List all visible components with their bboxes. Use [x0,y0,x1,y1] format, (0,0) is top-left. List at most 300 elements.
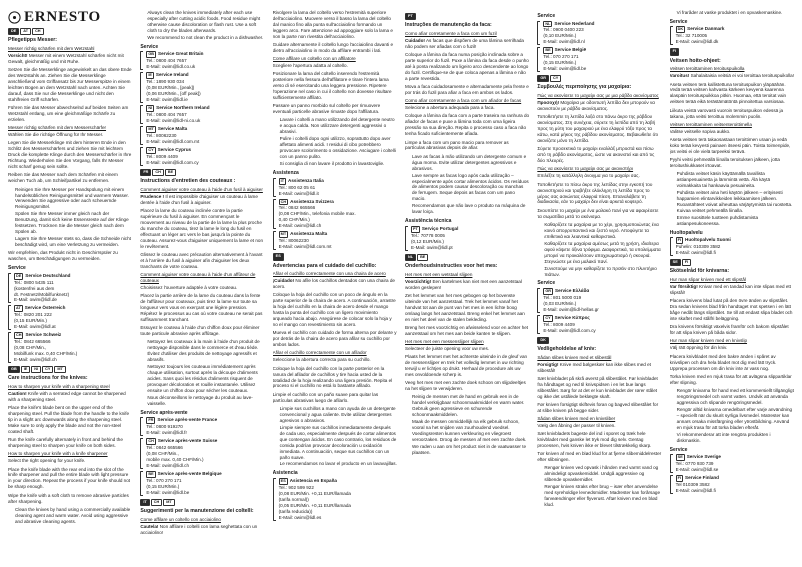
instruction-subheading: Veitsen teroittaminen teroituspuikolla [669,66,745,72]
care-tip-item: • Nous déconseillons le nettoyage du produit au lave-vaisselle. [147,395,264,407]
service-contact-details [543,288,598,313]
caution-label: Varoitus! [669,73,690,79]
instruction-paragraph [8,67,132,103]
page-column [537,10,661,561]
service-contact-box [140,126,264,145]
paragraph-text: Coloque a lâmina da faca com a parte traseira na ranhura do afiador de facas e puxe a lâmina toda com uma ligeira pressão na sua direção. Repita o processo caso a faca não tenha ficado suficientemente afiada. [405,113,530,137]
service-country-code: CH [148,439,154,444]
paragraph-text: Passare un panno morbido sul coltello per rimuovere eventuali particelle abrasive rimaste dopo l'affilatura. [272,103,381,115]
caution-label: Προσοχή! [537,100,560,106]
service-contact-line: Tel.: 0770 930 739 [675,460,714,466]
instruction-paragraph [8,405,132,435]
instruction-paragraph [273,357,397,363]
language-code-badge: NL [405,254,416,261]
care-tip-item: • Συνιστούμε να μην καθαρίζετε το προϊόν στο πλυντήριο πιάτων. [544,266,661,278]
service-contact-line: Tel.: 70778 0005 [411,232,445,238]
service-contact-line: (0,10 EUR/Min.) [543,33,577,39]
service-contact-line: E-Mail: owim@lidl.ie [146,97,188,103]
service-contact-details [411,226,458,251]
service-contact-line: Tel.: 902 599 922 [278,484,314,490]
language-code-badge: CY [42,366,53,373]
instruction-paragraph [537,173,661,179]
paragraph-text: Posizionare la lama del coltello inserendo l'estremità posteriore nella fessura dell'affilatore e tirare l'intera lama verso di sé esercitando una leggera pressione. Ripetere l'operazione nel caso in cui il coltello non dovesse risultare sufficientemente affilato. [272,71,392,101]
paragraph-text: Σύρετε προσεκτικά το μαχαίρι εναλλάξ μπροστά και πίσω από τη ράβδο ακονίσματος, ώστε να ακονιστεί και από τις δύο πλευρές. [537,146,655,164]
service-contact-box [8,332,132,363]
paragraph-text: Aseta veitsen terä takaosastaan teroittimen uraan ja vedä koko terää kevyesti painaen itseesi päin. Toista toimenpide, jos veitsi ei ole vielä tarpeeksi terävä. [669,136,791,154]
instruction-paragraph [273,278,397,290]
service-contact-line: (0,08 EUR/Min., [peak]) [146,85,195,91]
language-code-badge: CH [32,28,43,35]
service-bracket-icon [273,231,276,250]
paragraph-text: Välj rätt öppning för din kniv. [669,345,728,351]
instruction-paragraph [8,458,132,464]
language-section [273,10,397,250]
service-country [676,454,721,461]
paragraph-text: Placez la partie arrière de la lame du couteau dans la fente de l'affûteur pour couteaux, puis tirez la lame sur toute sa longueur vers vous en exerçant une légère pression. Répétez le processus au cas où votre couteau ne serait pas suffisamment tranchant. [140,292,263,322]
care-tip-list [670,10,794,16]
paragraph-text: Dra knivens försiktigt växelvis framför och bakom slipstålet för att slipa kniven på båda sidor. [669,324,789,336]
language-code-badge: GB [8,366,20,373]
caution-label: Voorzichtig! [405,278,432,284]
service-contact-box [273,199,397,230]
language-code-badge: MT [54,366,65,373]
service-heading: Service [537,13,556,19]
care-tip-list [670,388,794,444]
paragraph-text: Guidare alternamente il coltello lungo l'acciaiolino davanti e dietro all'acciaiolino in modo da affilare entrambi i lati. [272,42,394,53]
service-contact-box [537,47,661,72]
instruction-paragraph [273,292,397,328]
service-country-code: CY [545,315,551,320]
care-tip-item: • Always clean the knives immediately after each use especially after cutting acidic foods. Food residue might otherwise cause discoloration or flash rust. Use a soft cloth to dry the blades afterwards. [147,10,264,34]
service-heading: Service après-vente [140,409,188,416]
service-contact-box [670,237,794,256]
service-bracket-icon [273,178,276,197]
page-column [8,10,132,561]
service-contact-line: dt. Festnetz/Mobilfunknetz) [14,291,70,297]
service-contact-line: (0,08 CHF/Min., telefonia mobile max. [278,211,356,217]
instruction-paragraph [670,129,794,135]
instruction-paragraph [537,146,661,164]
care-tip-list [405,394,529,456]
paragraph-text: Zet het lemmet van het mes gebogen op het bovenste uiteinde van het aanzetstaal. Trek het lemmet vanaf het handvat tot aan de punt van het mes in een lichte boog omlaag langs het aanzetstaal. Breng enkel het lemmet aan en niet het deel van de stalen bekleding. [405,292,525,322]
service-country [14,332,77,339]
service-bracket-icon [670,26,673,45]
service-country-code: NL [545,21,551,26]
service-country-code: DK [677,27,684,32]
service-contact-details [14,305,65,330]
service-bracket-icon [273,199,276,230]
service-contact-box [140,438,264,469]
service-bracket-icon [140,51,143,70]
service-heading: Service [669,446,688,453]
care-tip-item: • Reinigen Sie Ihre Messer per Handspülung mit einem handelsüblichen Reinigungsmittel und warmem Wasser. Verwenden Sie aggressive oder auch scheuernde Reinigungsmittel. [15,187,132,211]
instruction-paragraph [140,293,264,323]
service-contact-box [8,305,132,330]
language-code-badges [8,366,132,373]
paragraph-text: Select the right opening for your knife. [8,458,86,464]
service-country [543,288,598,295]
instruction-paragraph [8,437,132,449]
care-tip-item: • Puhdista veitset käsin käyttämällä tavallista astianpesuainetta ja lämmintä vettä. Älä käytä voimakkaita tai hankaavia pesuaineita. [677,171,794,189]
paragraph-text: Aseta veitsen terä kallistettuna teroituspuikon yläpäähän. Vedä terää veitsen kahvasta kärkeen kevyenä kaarenna alaspäin teroituspuikkoa pitkin. Huomaa, että teroitat vain veitsen terää eikä terästämätöntä pinnoitettua varsiosaa. [669,81,787,105]
instruction-paragraph [140,252,264,270]
paragraph-text: Σκουπίστε το μαχαίρι με ένα μαλακό πανί για να αφαιρέσετε τα σωματίδια μετά το ακόνισμα. [537,207,659,219]
service-country-name: Service Ελλάδα [555,287,590,293]
care-tip-item: • Reinig de messen met de hand en gebruik een in de handel verkrijgbaar schoonmaakmiddel en warm water. Gebruik geen agressieve en schurende schoonmaakmiddelen. [412,394,529,418]
service-bracket-icon [140,126,143,145]
service-contact-details [676,26,725,45]
paragraph-text: Selecteer de juiste opening voor uw mes. [405,345,490,351]
language-code-badge: AT [20,28,31,35]
page-column [140,10,264,561]
care-tip-item: • We raden u aan om het product niet in de vaatwasser te plaatsen. [412,444,529,456]
service-country-name: Service België [554,47,587,53]
language-code-badge: CH [152,169,163,176]
service-heading: Service [537,280,556,287]
service-contact-details [146,417,217,436]
service-contact-details [279,199,356,230]
instruction-paragraph [670,108,794,120]
instruction-paragraph [537,376,661,400]
service-contact-box [670,475,794,494]
service-contact-details [279,478,351,521]
paragraph-text: Il est impossible d'aiguiser un couteau à lame dentée à l'aide d'un fusil à aiguiser. [140,193,258,205]
service-contact-line: (0,08 CHF/Min., [146,450,179,456]
care-tip-list [537,222,661,278]
service-contact-line: E-Mail: owim@lidl.com.cy [543,327,596,333]
caution-label: Prudence ! [140,193,165,199]
language-section [405,254,529,456]
service-contact-line: E-Mail: owim@lidl.ch [14,357,57,363]
service-contact-line: Tel.: 070 270 171 [543,54,579,60]
paragraph-text: Coloque la hoja del cuchillo con la parte posterior en la ranura del afilador de cuchillos y tire hacia usted de la totalidad de la hoja realizando una ligera presión. Repita el proceso si el cuchillo no está lo bastante afilado. [272,365,393,389]
service-country [146,72,200,79]
service-country-name: Assistenza Italia [288,177,324,183]
service-country-name: Service Danmark [687,26,725,32]
language-code-badges [537,75,661,82]
paragraph-text: Επιλέξτε τη κατάλληλη άνοιγμα για το μαχαίρι σας. [537,173,640,179]
service-country-code: CH [16,333,22,338]
section-title: Pflegetipps Messer: [8,37,58,44]
language-section [8,265,132,363]
caution-label: Vorsicht! [8,53,28,59]
care-tip-item: • Clean the knives by hand using a commercially available cleaning agent and warm water. Avoid using aggressive and abrasive cleaning agents. [15,507,132,525]
service-contact-line: Tel.: 070 270 171 [146,477,182,483]
language-code-badges [140,499,264,506]
service-contact-line: Tel.: 0842 665566 [14,339,51,345]
service-country-code: BE [148,471,154,476]
paragraph-text: Τοποθετήστε το πίσω άκρο της λεπίδας στην εγκοπή του ακονιστηριού και τραβήξτε ολόκληρη τη λεπίδα προς το μέρος σας ασκώντας ελαφριά πίεση. Επαναλάβετε τη διαδικασία, εάν το μαχαίρι δεν είναι αρκετά κοφτερό. [537,181,653,205]
language-code-badge: FR [140,169,151,176]
language-section [537,337,661,508]
service-contact-line: (0,15 EUR/Min.) [14,318,47,324]
service-country-name: Service Schweiz [25,332,62,338]
service-contact-details [146,72,200,103]
service-contact-line: (kostenfrei aus dem [14,285,55,291]
paragraph-text: Scegliere l'apertura adatta al coltello. [272,63,348,69]
service-country [543,315,595,322]
service-contact-line: E-Mail: owim@lidl.se [675,466,719,472]
language-section [140,169,264,496]
service-contact-box [537,288,661,313]
language-code-badges [140,169,264,176]
service-contact-box [273,478,397,521]
instruction-paragraph [405,354,529,378]
care-tip-item: • Le recomendamos no lavar el producto en un lavavajillas. [280,461,397,467]
instruction-paragraph [537,114,661,144]
care-tip-list [140,10,264,41]
paragraph-text: No afile los cuchillos dentados con una chaira de acero. [272,278,395,290]
service-country [146,471,221,478]
service-contact-line: E-Mail: owim@lidl-ni.co.uk [146,117,201,123]
service-contact-line: 0,40 CHF/Min.) [278,217,310,223]
instruction-paragraph [670,354,794,372]
service-contact-details [279,178,324,197]
instruction-paragraph [273,392,397,404]
service-country-name: Service Österreich [24,305,66,311]
language-code-badge: ES [273,253,284,260]
care-tip-item: • Rengør kniven straks efter brug – især efter anvendelse med syreholdige levnedsmidler. Madrester kan forårsage farveændringer eller flyverust. Aftør kniven med en blød klud. [544,484,661,508]
section-title: Suggerimenti per la manutenzione dei coltelli: [140,508,254,514]
service-country-name: Assistenza Svizzera [290,198,334,204]
care-tip-item: • Limpie sus cuchillos a mano con ayuda de un detergente convencional y agua caliente. Evite utilizar detergentes agresivos o abrasivos. [280,406,397,424]
instruction-paragraph [140,325,264,337]
service-contact-details [14,332,77,363]
service-bracket-icon [140,471,143,496]
service-contact-line: E-Mail: owim@lidl.ch [278,223,322,229]
language-section [670,259,794,494]
service-contact-line: E-Mail: owim@lidl.fi [675,250,716,256]
language-code-badge: PT [405,13,416,20]
service-contact-details [676,237,731,256]
service-contact-details [14,273,70,304]
service-contact-details [146,51,203,70]
paragraph-text: Tør kniven af med en blød klud for at fjerne slibemiddelrester efter slibningen. [537,451,662,463]
service-country-code: CY [148,147,154,152]
service-contact-box [140,471,264,496]
care-tip-list [273,406,397,468]
care-tip-list [8,507,132,525]
service-contact-details [146,105,209,124]
paragraph-text: Wipe the knife with a soft cloth to remove abrasive particles after sharpening. [8,492,129,504]
instruction-subheading: How to sharpen your knife with a knife sharpener [8,451,108,457]
paragraph-text: Place the knife's blade bent on the upper end of the sharpening steel. Pull the blade from the handle to the knife tip in a slight arc downwards along the sharpening steel. Make sure to only apply the blade and not the non-steel coated shaft. [8,405,130,435]
paragraph-text: Coloque a lâmina da faca numa posição inclinada sobre a parte superior do fuzil. Puxe a lâmina da faca desde o punho até à ponta realizando um ligeiro arco descendente ao longo do fuzil. Certifique-se de que coloca apenas a lâmina e não a parte revestida. [405,52,529,82]
paragraph-text: Knivar med en tandad kan inte slipas med ett slipstål! [669,284,791,296]
service-country-name: Assistenza Malta [290,231,328,237]
service-country-name: Service Κύπρος [554,314,590,320]
language-code-badge: DK [537,337,548,344]
service-country-name: Service après-vente Belgique [157,470,222,476]
instruction-subheading: Como afiar corretamente a faca com um fuzil [405,31,497,37]
caution-label: Cautela! [140,523,159,529]
instruction-paragraph [537,431,661,449]
instruction-paragraph [537,402,661,414]
section-title: Instructions d'entretien des couteaux : [140,177,236,184]
service-contact-line: Tel.: 0900 0400 223 [543,27,584,33]
caution-label: Forsigtig! [537,361,559,367]
service-contact-line: Tel.: 8009 4409 [146,153,178,159]
care-tip-item: • Maak de messen onmiddellijk na elk gebruik schoon, vooral na het snijden van zuurhoudend voedsel. Voedingsresten kunnen verkleuring en vliegroest veroorzaken. Droog de messen af met een zachte doek. [412,419,529,443]
instruction-paragraph [670,284,794,296]
paragraph-text: Limpe a faca com um pano macio para remover as partículas abrasivas depois de afiar. [405,139,509,151]
instruction-paragraph [273,103,397,115]
language-section [670,10,794,45]
instruction-subheading: Afilar el cuchillo correctamente con un afilador [272,350,367,356]
page-column [670,10,794,561]
instruction-paragraph [537,208,661,220]
instruction-paragraph [670,374,794,386]
language-code-badge: FI [670,48,679,55]
instruction-paragraph [537,423,661,429]
instruction-paragraph [405,105,529,111]
service-country [543,47,586,54]
instruction-paragraph [405,380,529,392]
service-country-name: Service Deutschland [25,272,71,278]
instruction-subheading: Sådan slibes kniven med et slibestål [537,354,612,360]
care-tip-item: • Rengör knivarna för hand med ett kommersiellt tillgängligt rengöringsmedel och varmt vatten. Undvik att använda aggressiva och slipande rengöringsmedel. [677,388,794,406]
language-code-badges [273,253,397,260]
instruction-paragraph [140,194,264,206]
service-heading: Service [140,43,159,50]
section-title: Advertencias para el cuidado del cuchillo: [272,262,377,269]
care-tip-item: • Lave sempre as facas logo após cada utilização – especialmente após cortar alimentos ácidos. Os resíduos de alimentos podem causar descoloração ou manchas de ferrugem. Seque depois as facas com um pano macio. [412,173,529,203]
paragraph-text: Knive med bølgeskær kan ikke slibes med et slibestål! [537,361,651,373]
service-country-name: Service Northern Ireland [156,105,210,110]
care-tip-item: • Recomendamos que não lave o produto na máquina de lavar loiça. [412,203,529,215]
service-contact-details [146,471,221,496]
service-contact-line: E-Mail: owim@lidl.com.mt [146,138,200,144]
service-bracket-icon [140,438,143,469]
paragraph-text: Seleccione la abertura correcta para su cuchillo. [272,357,371,363]
instruction-subheading: Afilar el cuchillo correctamente con una chaira de acero [272,271,386,277]
language-section [405,13,529,251]
paragraph-text: Coloque la hoja del cuchillo con un poco de ángulo en la parte superior de la chaira de acero. A continuación, arrastre la hoja del cuchillo en la chaira de acero desde el mango hasta la punta del cuchillo con un ligero movimiento arqueado hacia abajo. Asegúrese de colocar solo la hoja y no el mango con revestimiento sin acero. [272,292,396,328]
service-bracket-icon [273,478,276,521]
service-contact-line: E-Mail: owim@lidl.be [146,489,190,495]
service-country-code: IE [148,73,152,78]
paragraph-text: Knife with a serrated edge cannot be sharpened with a sharpening steel. [8,391,126,403]
paragraph-text: Wählen Sie die richtige Öffnung für Ihr Messer. [8,132,104,138]
service-country [411,226,458,233]
service-contact-line: E-Mail: owim@lidl.co.uk [146,64,196,70]
ernesto-logo-icon [8,11,21,24]
service-contact-line: Tel.: 0800 404 7657 [146,111,187,117]
paragraph-text: Legen Sie die Messerklinge mit dem hinteren Ende in den Schlitz des Messerschärfers und ziehen Sie mit leichtem Druck die komplette Klinge durch den Messerschärfer in Ihre Richtung. Wiederholen Sie den Vorgang, falls Ihr Messer nicht scharf genug sein sollte. [8,140,132,170]
service-contact-line: E-Mail: owim@lidl.com.cy [146,159,199,165]
service-contact-line: Tel.: 80062230 [278,238,309,244]
service-contact-line: E-Mail: owim@lidl.ch [146,462,190,468]
care-tip-item: • We recommend to not clean the product in a dishwasher. [147,35,264,41]
care-tip-item: • Καθαρίζετε τα μαχαίρια με το χέρι, χρησιμοποιώντας ένα κοινό απορρυπαντικό και ζεστό νερό. Αποφύγετε τα επιθετικά και λειαντικά καθαριστικά. [544,222,661,240]
service-contact-details [146,438,217,469]
language-section [670,48,794,256]
language-section [8,366,132,525]
care-tip-item: • Vi fraråder at vaske produktet i en opvaskemaskine. [677,10,794,16]
paragraph-text: Torka kniven med en mjuk trasa för att avlägsna slippartiklar efter slipning. [669,373,792,385]
service-contact-details [146,147,198,166]
caution-label: ¡Cuidado! [272,278,295,284]
service-country [146,51,203,58]
service-country [279,231,332,238]
instruction-paragraph [537,451,661,463]
language-code-badges [670,259,794,266]
instruction-subheading: Het mes met een wetstaal slijpen [405,271,473,277]
service-contact-box [140,147,264,166]
caution-label: Cuidado! [405,38,425,44]
instruction-paragraph [670,137,794,155]
service-bracket-icon [670,237,673,256]
care-tip-item: • Si consiglia di non lavare il prodotto in lavastoviglie. [280,161,397,167]
paragraph-text: Mova a faca cuidadosamente e alternadamente pela frente e por trás do fuzil para afiar a faca em ambos os lados. [405,84,529,96]
instruction-subheading: Come affilare un coltello con un affilatore [272,56,356,62]
care-tip-item: • Pulire i coltelli dopo ogni utilizzo, soprattutto dopo aver affettato alimenti acidi. I residui di cibo potrebbero provocare scolorimento o ossidazione. Asciugare i coltelli con un panno pulito. [280,136,397,160]
instruction-paragraph [273,63,397,69]
paragraph-text: Plaats het lemmet met het achterste uiteinde in de gleuf van de messenslijper en trek het volledig lemmet in uw richting terwijl u er lichtjes op drukt. Herhaal de procedure als uw mes onvoldoende scherp is. [405,354,528,377]
language-code-badge: CH [151,499,162,506]
paragraph-text: Placera knivbladet med den bakre änden i spåret av knivslipen och dra hela bladet mot dig med lätt tryck. Upprepa processen om din kniv inte är vass nog. [669,353,777,371]
instruction-subheading: Hur man slipar kniven med ett slipstål [669,277,746,283]
care-tip-list [8,187,132,249]
service-bracket-icon [140,105,143,124]
service-contact-line: Tel.: 0820 201 222 [14,312,52,318]
service-contact-line: Tel.: 32 710005 [675,33,708,39]
language-section [273,253,397,520]
section-title: Veitsen hoito-ohjeet: [669,57,721,64]
care-tip-list [273,117,397,167]
service-country-code: SE [677,455,683,460]
language-code-badge: CY [550,75,561,82]
service-country [279,478,351,485]
service-bracket-icon [8,332,11,363]
paragraph-text: Messer mit einem Wetzstahl schärfen nicht mit Gewalt, gleichmäßig und mit Ruhe. [8,53,124,64]
service-country-code: GB [148,52,155,57]
service-contact-details [676,454,721,473]
service-contact-line: E-Mail: owim@lidl.fi [675,487,716,493]
service-heading: Asistencia [272,470,298,477]
service-contact-line: Tel.: 0800 919270 [146,424,183,430]
caution-label: Var försiktig! [669,284,698,290]
service-contact-line: E-Mail: owim@lidl.es [278,514,322,520]
paragraph-text: Een kartelmes kan niet met een aanzetstaal worden geslepen! [405,278,522,290]
service-contact-line: Tel.: 0800 404 7657 [146,58,187,64]
service-heading: Service [8,265,26,272]
service-contact-line: (0,08 CHF/Min., [14,345,47,351]
service-country-code: BE [545,48,551,53]
instruction-paragraph [8,105,132,123]
service-contact-box [670,454,794,473]
language-code-badge: GR [537,75,549,82]
service-country-name: Service après-vente France [157,417,218,423]
instruction-subheading: Het mes met een messenslijper slijpen [405,338,484,344]
instruction-subheading: Messer richtig schärfen mit dem Messerschärfer [8,125,107,131]
language-code-badge: MT [163,499,174,506]
service-country [14,273,70,280]
instruction-paragraph [273,71,397,101]
paragraph-text: Sæt knivbladet på skrå øverst på slibestålet. Før knivbladet fra håndtaget og ned til knivspidsen i en let bue langs slibestålet. Sørg for at det er kun knivbladet der rører stålet og ikke det ustålede beklægte skaft. [537,375,658,399]
service-contact-details [279,231,332,250]
language-code-badge: IT [140,499,149,506]
instruction-paragraph [8,493,132,505]
service-country-name: Service Great Britain [158,51,204,57]
care-tip-list [405,154,529,216]
paragraph-text: Μαχαίρια με οδοντωτή λεπίδα δεν μπορούν να ακονιστούν με ράβδο ακονίσματος. [537,100,655,112]
language-code-badge: DE [8,28,19,35]
service-country-name: Service Cyprus [157,146,192,152]
instruction-paragraph [140,208,264,250]
section-title: Onderhoudsinstructies voor het mes: [405,262,498,269]
instruction-paragraph [670,73,794,79]
